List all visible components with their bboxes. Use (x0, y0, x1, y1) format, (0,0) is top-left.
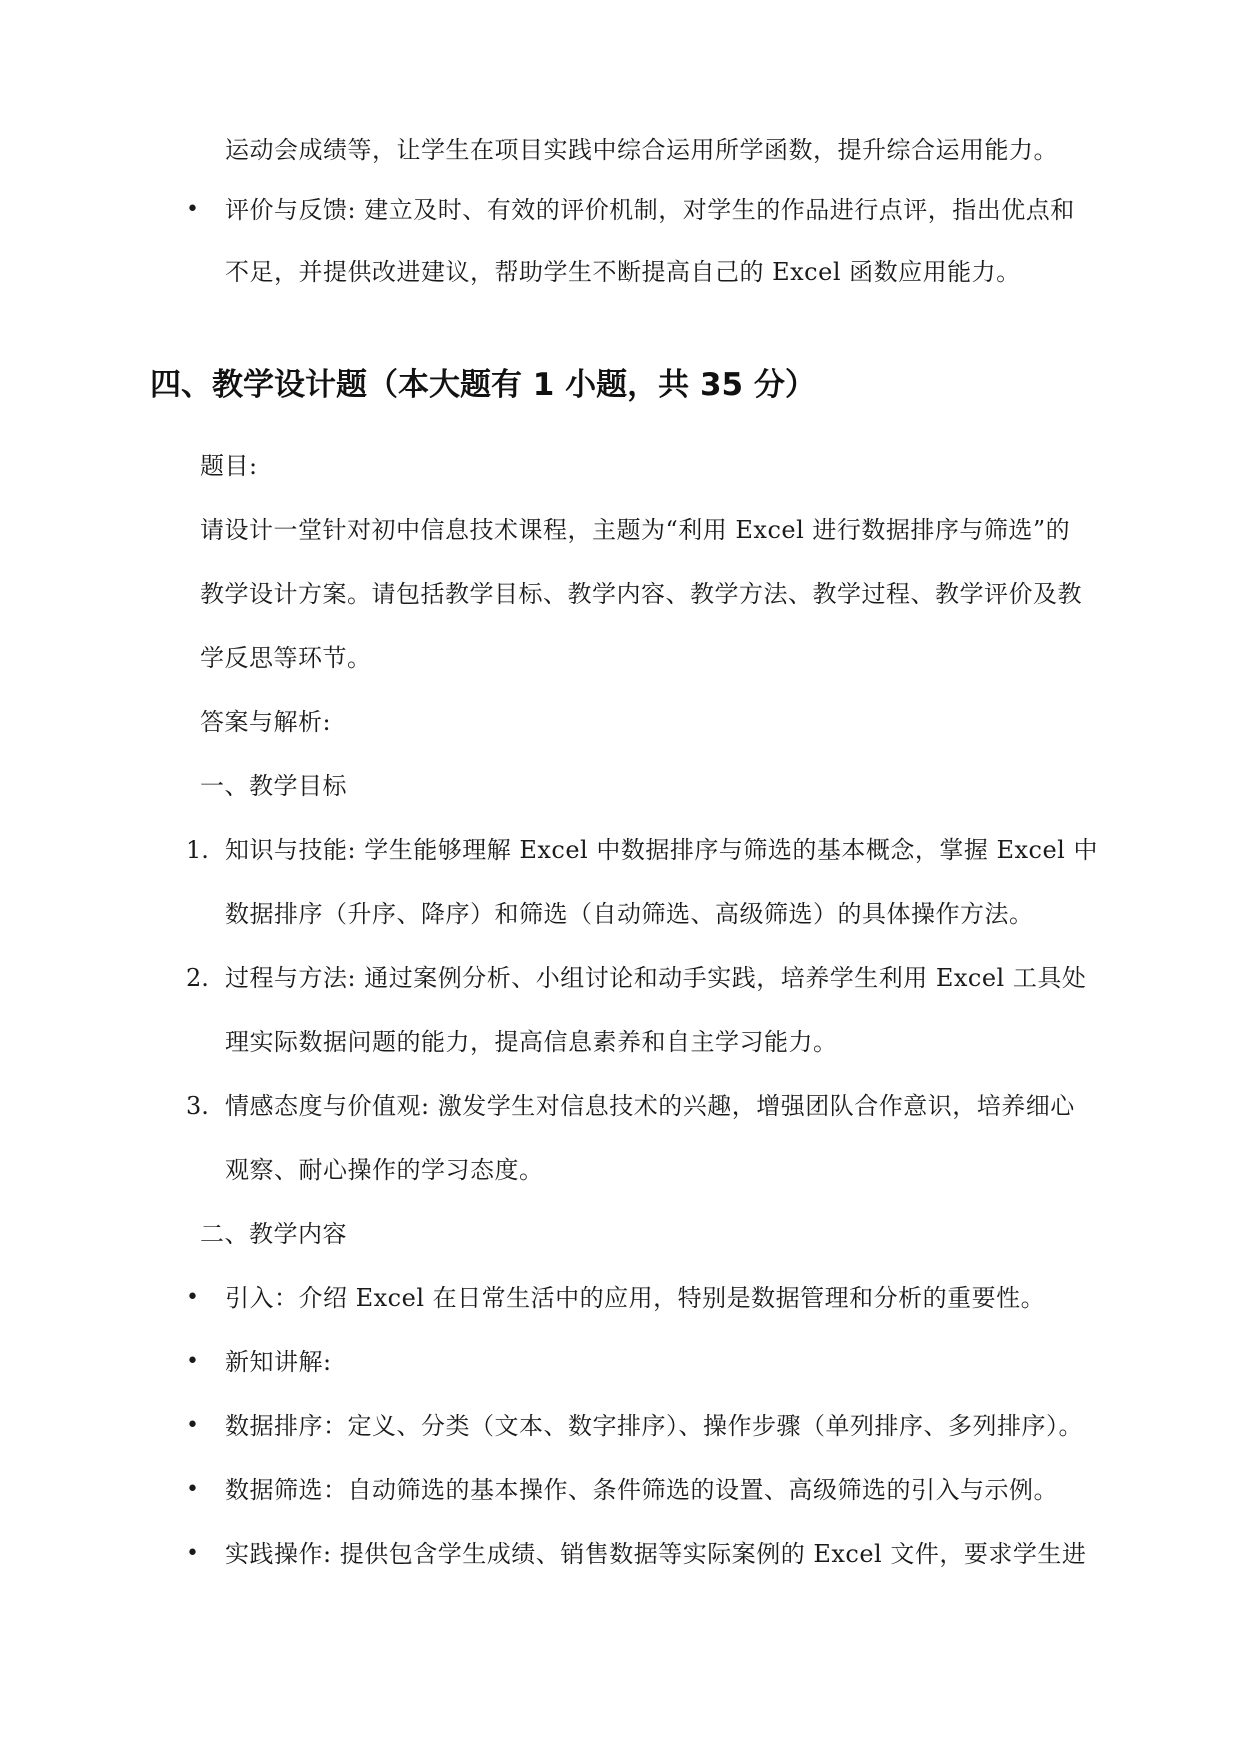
bullet-icon: • (186, 1541, 199, 1566)
evaluation-bullet-line-2: 不足，并提供改进建议，帮助学生不断提高自己的 Excel 函数应用能力。 (225, 258, 1021, 286)
answer-label: 答案与解析: (200, 708, 332, 736)
section-heading: 四、教学设计题（本大题有 1 小题，共 35 分） (150, 367, 816, 403)
bullet-icon: • (186, 1477, 199, 1502)
question-line-3: 学反思等环节。 (200, 644, 372, 672)
objective-3-line-2: 观察、耐心操作的学习态度。 (225, 1156, 544, 1184)
bullet-icon: • (186, 1349, 199, 1374)
bullet-icon: • (186, 197, 199, 222)
evaluation-bullet-line-1: 评价与反馈: 建立及时、有效的评价机制，对学生的作品进行点评，指出优点和 (225, 196, 1075, 224)
content-bullet-intro: 引入：介绍 Excel 在日常生活中的应用，特别是数据管理和分析的重要性。 (225, 1284, 1046, 1312)
question-line-2: 教学设计方案。请包括教学目标、教学内容、教学方法、教学过程、教学评价及教 (200, 580, 1082, 608)
list-number: 3. (186, 1092, 209, 1120)
content-bullet-practice: 实践操作: 提供包含学生成绩、销售数据等实际案例的 Excel 文件，要求学生进 (225, 1540, 1087, 1568)
objective-2-line-2: 理实际数据问题的能力，提高信息素养和自主学习能力。 (225, 1028, 838, 1056)
objective-1-line-1: 知识与技能: 学生能够理解 Excel 中数据排序与筛选的基本概念，掌握 Excel 中 (225, 836, 1098, 864)
content-bullet-sorting: 数据排序：定义、分类（文本、数字排序）、操作步骤（单列排序、多列排序）。 (225, 1412, 1083, 1440)
content-bullet-new-knowledge: 新知讲解: (225, 1348, 332, 1376)
objective-1-line-2: 数据排序（升序、降序）和筛选（自动筛选、高级筛选）的具体操作方法。 (225, 900, 1034, 928)
list-number: 2. (186, 964, 209, 992)
question-label: 题目: (200, 452, 258, 480)
objectives-title: 一、教学目标 (200, 772, 347, 800)
question-line-1: 请设计一堂针对初中信息技术课程，主题为“利用 Excel 进行数据排序与筛选”的 (200, 516, 1071, 544)
objective-2-line-1: 过程与方法: 通过案例分析、小组讨论和动手实践，培养学生利用 Excel 工具处 (225, 964, 1087, 992)
content-title: 二、教学内容 (200, 1220, 347, 1248)
list-number: 1. (186, 836, 209, 864)
bullet-icon: • (186, 1285, 199, 1310)
objective-3-line-1: 情感态度与价值观: 激发学生对信息技术的兴趣，增强团队合作意识，培养细心 (225, 1092, 1075, 1120)
continued-paragraph-line: 运动会成绩等，让学生在项目实践中综合运用所学函数，提升综合运用能力。 (225, 136, 1058, 164)
content-bullet-filtering: 数据筛选：自动筛选的基本操作、条件筛选的设置、高级筛选的引入与示例。 (225, 1476, 1058, 1504)
bullet-icon: • (186, 1413, 199, 1438)
